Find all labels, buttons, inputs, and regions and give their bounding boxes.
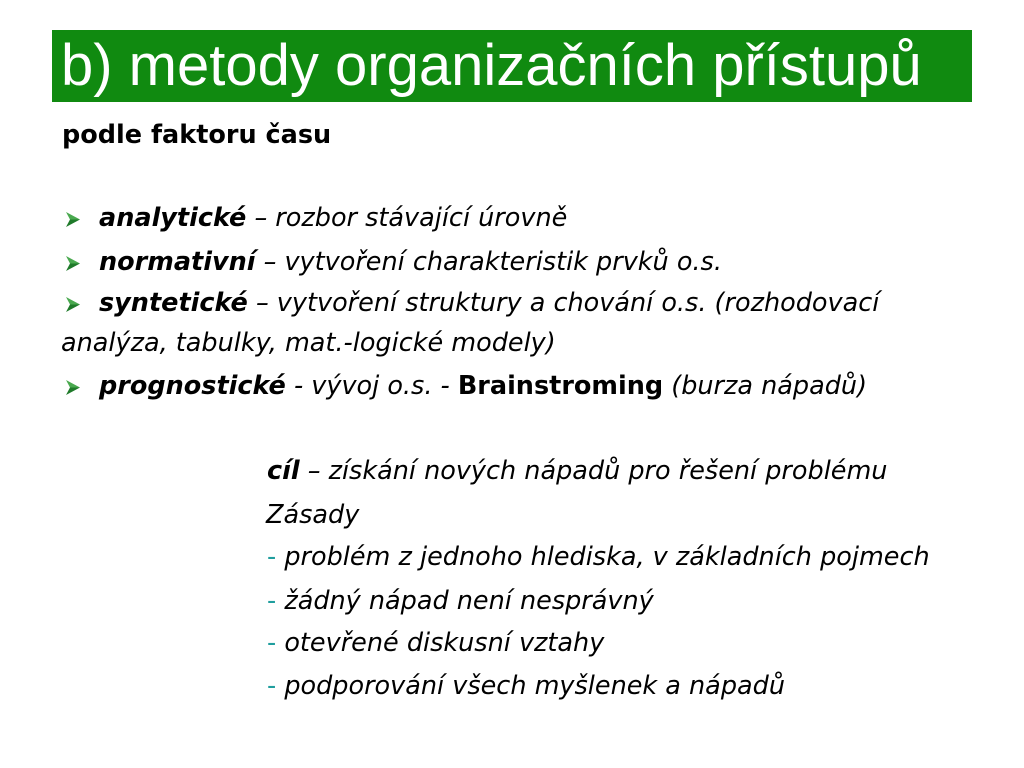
principle-text: podporování všech myšlenek a nápadů: [284, 671, 785, 701]
bullet-term: normativní: [99, 247, 256, 277]
principle-item: [267, 671, 785, 701]
goal-text: – získání nových nápadů pro řešení problému: [307, 456, 888, 486]
bullet-highlight: Brainstroming: [457, 371, 664, 401]
principle-item: [267, 628, 604, 658]
bullet-term: syntetické: [99, 288, 248, 318]
bullet-text: - vývoj o.s. -: [293, 371, 450, 401]
goal-line: [267, 456, 887, 486]
bullet-text: – vytvoření charakteristik prvků o.s.: [263, 247, 722, 277]
principle-text: problém z jednoho hlediska, v základních pojmech: [284, 542, 930, 572]
bullet-normative: [99, 247, 722, 277]
bullet-synthetic: [99, 288, 879, 318]
principle-item: [267, 542, 930, 572]
bullet-text-after: (burza nápadů): [671, 371, 868, 401]
bullet-text: – rozbor stávající úrovně: [254, 203, 568, 233]
dash-marker: -: [267, 586, 277, 616]
principles-heading: Zásady: [266, 500, 360, 530]
bullet-term: analytické: [99, 203, 247, 233]
arrowhead-bullet-icon: [66, 212, 80, 227]
dash-marker: -: [267, 628, 277, 658]
principle-text: otevřené diskusní vztahy: [284, 628, 605, 658]
bullet-text: – vytvoření struktury a chování o.s. (rozhodovací: [255, 288, 880, 318]
principle-text: žádný nápad není nesprávný: [284, 586, 654, 616]
bullet-term: prognostické: [99, 371, 286, 401]
arrowhead-bullet-icon: [66, 380, 80, 395]
goal-term: cíl: [267, 456, 300, 486]
dash-marker: -: [267, 671, 277, 701]
bullet-synthetic-continuation: analýza, tabulky, mat.-logické modely): [61, 328, 556, 358]
dash-marker: -: [267, 542, 277, 572]
arrowhead-bullet-icon: [66, 297, 80, 312]
bullet-prognostic: [99, 371, 867, 401]
title-bar: [52, 30, 972, 102]
slide-title: b) metody organizačních přístupů: [61, 33, 922, 98]
arrowhead-bullet-icon: [66, 256, 80, 271]
principle-item: [267, 586, 654, 616]
subtitle: podle faktoru času: [62, 120, 332, 150]
bullet-analytic: [99, 203, 567, 233]
